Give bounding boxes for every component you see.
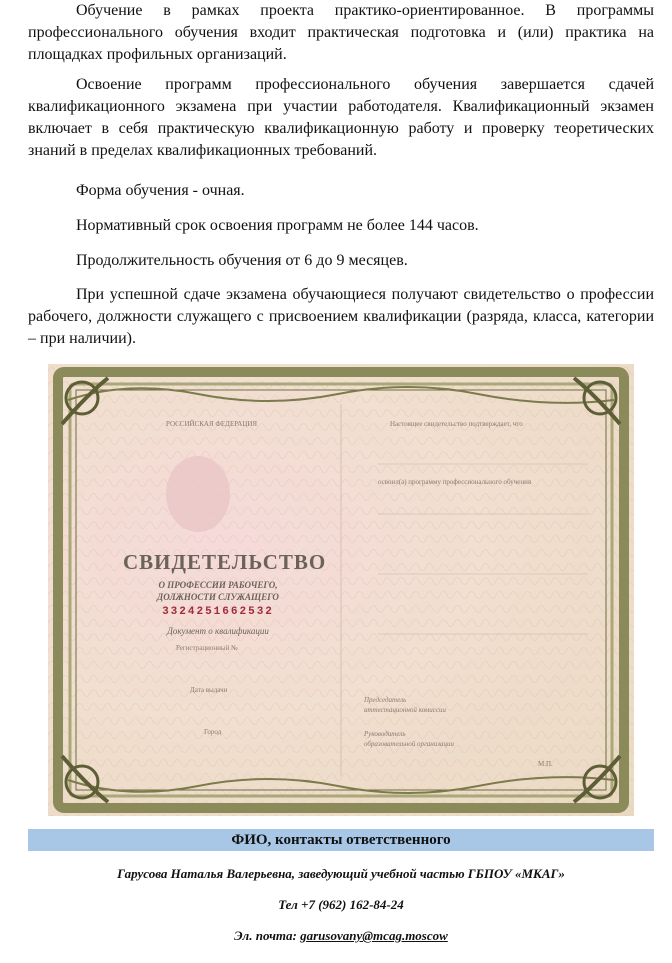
cert-issue-date: Дата выдачи [190,686,228,694]
paragraph-form: Форма обучения - очная. [76,182,245,199]
cert-confirms: Настоящее свидетельство подтверждает, что [390,420,523,428]
cert-subtitle-1: О ПРОФЕССИИ РАБОЧЕГО, [158,580,278,590]
cert-mastered: освоил(а) программу профессионального обучения [378,478,532,486]
cert-country: РОССИЙСКАЯ ФЕДЕРАЦИЯ [166,420,258,428]
cert-doc-type: Документ о квалификации [167,626,269,636]
cert-title: СВИДЕТЕЛЬСТВО [123,550,327,574]
contact-name: Гарусова Наталья Валерьевна, заведующий учебной частью ГБПОУ «МКАГ» [117,866,565,881]
paragraph-certificate: При успешной сдаче экзамена обучающиеся получают свидетельство о профессии рабочего, должности служащего с присвоением квалификации (разряда, класса, категории – при наличии). [28,286,654,347]
contact-email-label: Эл. почта: [234,928,301,943]
contact-phone: Тел +7 (962) 162-84-24 [278,897,404,912]
cert-city: Город [204,728,222,736]
contact-email-link[interactable]: garusovany@mcag.moscow [300,928,448,943]
cert-chairman-2: аттестационной комиссии [364,706,446,714]
cert-serial: 3324251662532 [162,606,274,618]
contact-email-line [28,928,654,944]
cert-head-1: Руководитель [364,730,406,738]
cert-seal: М.П. [538,760,553,768]
certificate-frame [48,364,634,816]
cert-subtitle-2: ДОЛЖНОСТИ СЛУЖАЩЕГО [157,592,279,602]
contacts-header: ФИО, контакты ответственного [28,829,654,851]
cert-reg-number: Регистрационный № [176,644,238,652]
paragraph-practice: Обучение в рамках проекта практико-ориентированное. В программы профессионального обучения входит практическая подготовка и (или) практика на площадках профильных организаций. [28,2,654,63]
paragraph-duration-hours: Нормативный срок освоения программ не более 144 часов. [76,217,479,234]
cert-head-2: образовательной организации [364,740,454,748]
paragraph-duration-months: Продолжительность обучения от 6 до 9 месяцев. [76,252,408,269]
cert-chairman-1: Председатель [364,696,407,704]
certificate-image [48,364,634,816]
paragraph-exam: Освоение программ профессионального обучения завершается сдачей квалификационного экзамена при участии работодателя. Квалификационный экзамен включает в себя практическую квалификационную работу и проверку теоретических знаний в пределах квалификационных требований. [28,76,654,159]
